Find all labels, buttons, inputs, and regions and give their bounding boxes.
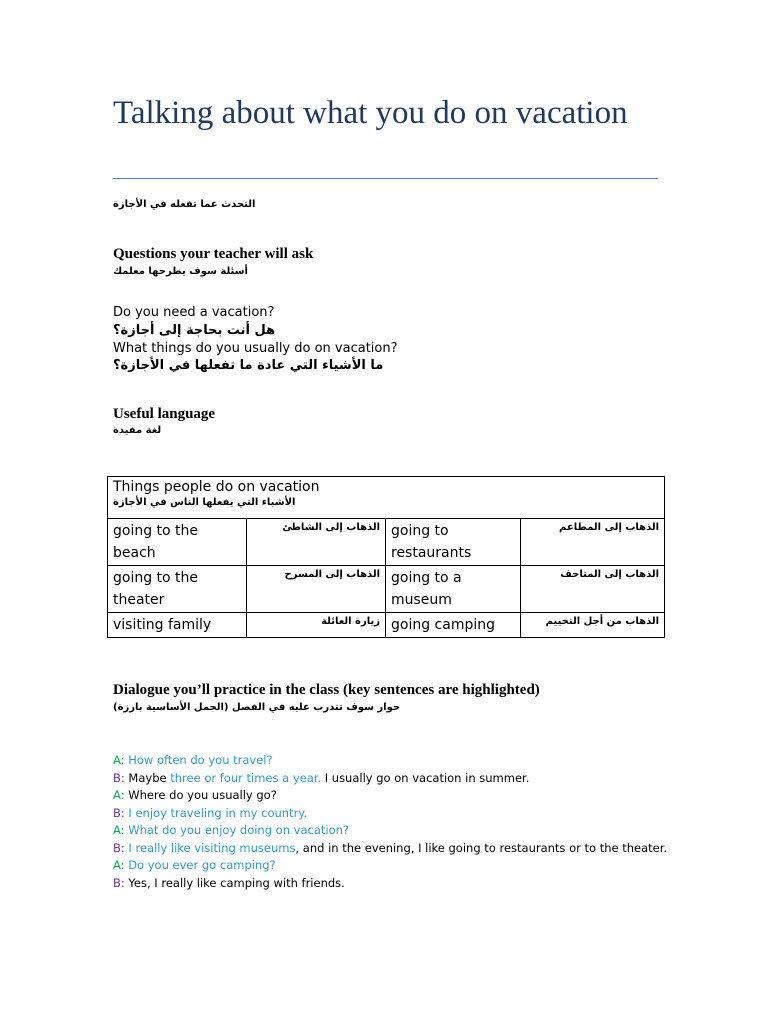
dialogue-line: [113, 857, 667, 875]
table-cell-arabic: الذهاب إلى الشاطئ: [247, 519, 386, 566]
key-sentence: What do you enjoy doing on vacation?: [124, 823, 350, 837]
key-sentence: Do you ever go camping?: [124, 858, 276, 872]
questions-heading: Questions your teacher will ask: [113, 246, 314, 262]
table-cell-english: visiting family: [108, 613, 247, 638]
key-sentence: How often do you travel?: [124, 753, 273, 767]
table-cell-english: going to the beach: [108, 519, 247, 566]
dialogue-block: [113, 752, 667, 892]
useful-language-heading: Useful language: [113, 406, 216, 422]
dialogue-text: Yes, I really like camping with friends.: [124, 875, 345, 890]
table-header-arabic: الأشياء التي يفعلها الناس في الأجازة: [113, 497, 296, 508]
speaker-label: A:: [113, 858, 125, 872]
table-cell-arabic: الذهاب إلى المطاعم: [521, 519, 665, 566]
dialogue-line: [113, 822, 667, 840]
dialogue-text: , and in the evening, I like going to restaurants or to the theater.: [295, 840, 668, 855]
table-cell-english: going to the theater: [108, 566, 247, 613]
table-row: [108, 566, 665, 613]
table-cell-english: going to restaurants: [386, 519, 521, 566]
speaker-label: B:: [113, 770, 125, 785]
speaker-label: A:: [113, 788, 125, 802]
table-cell-arabic: زيارة العائلة: [247, 613, 386, 638]
dialogue-line: [113, 875, 667, 893]
dialogue-line: [113, 752, 667, 770]
table-header-english: Things people do on vacation: [113, 479, 320, 495]
table-cell-arabic: الذهاب إلى المسرح: [247, 566, 386, 613]
key-sentence: I enjoy traveling in my country.: [124, 805, 308, 820]
key-sentence: three or four times a year.: [170, 770, 322, 785]
speaker-label: B:: [113, 840, 125, 855]
table-header-cell: [108, 477, 665, 519]
dialogue-line: [113, 770, 667, 788]
page-title: Talking about what you do on vacation: [113, 95, 628, 131]
speaker-label: B:: [113, 805, 125, 820]
dialogue-line: [113, 787, 667, 805]
table-cell-english: going to a museum: [386, 566, 521, 613]
speaker-label: B:: [113, 875, 125, 890]
useful-language-heading-arabic: لغة مفيدة: [113, 425, 162, 436]
question-1: Do you need a vacation?: [113, 305, 275, 320]
question-2: What things do you usually do on vacation?: [113, 341, 398, 356]
page-title-arabic: التحدث عما تفعله في الأجازة: [113, 199, 256, 210]
table-row: [108, 519, 665, 566]
key-sentence: I really like visiting museums: [124, 840, 296, 855]
table-header-row: [108, 477, 665, 519]
table-cell-english: going camping: [386, 613, 521, 638]
table-row: [108, 613, 665, 638]
vacation-activities-table: [107, 476, 665, 638]
questions-heading-arabic: أسئلة سوف يطرحها معلمك: [113, 266, 248, 277]
table-cell-arabic: الذهاب إلى المتاحف: [521, 566, 665, 613]
dialogue-heading-arabic: حوار سوف تتدرب عليه في الفصل (الجمل الأساسية بارزة): [113, 702, 401, 713]
question-2-arabic: ما الأشياء التي عادة ما تفعلها في الأجازة؟: [113, 358, 384, 373]
dialogue-text: I usually go on vacation in summer.: [321, 770, 530, 785]
dialogue-line: [113, 805, 667, 823]
question-1-arabic: هل أنت بحاجة إلى أجازة؟: [113, 323, 276, 338]
dialogue-line: [113, 840, 667, 858]
speaker-label: A:: [113, 823, 125, 837]
table-cell-arabic: الذهاب من أجل التخييم: [521, 613, 665, 638]
dialogue-text: Maybe: [124, 770, 171, 785]
speaker-label: A:: [113, 753, 125, 767]
title-underline: [113, 178, 658, 179]
dialogue-text: Where do you usually go?: [124, 788, 277, 802]
dialogue-heading: Dialogue you’ll practice in the class (key sentences are highlighted): [113, 682, 540, 698]
